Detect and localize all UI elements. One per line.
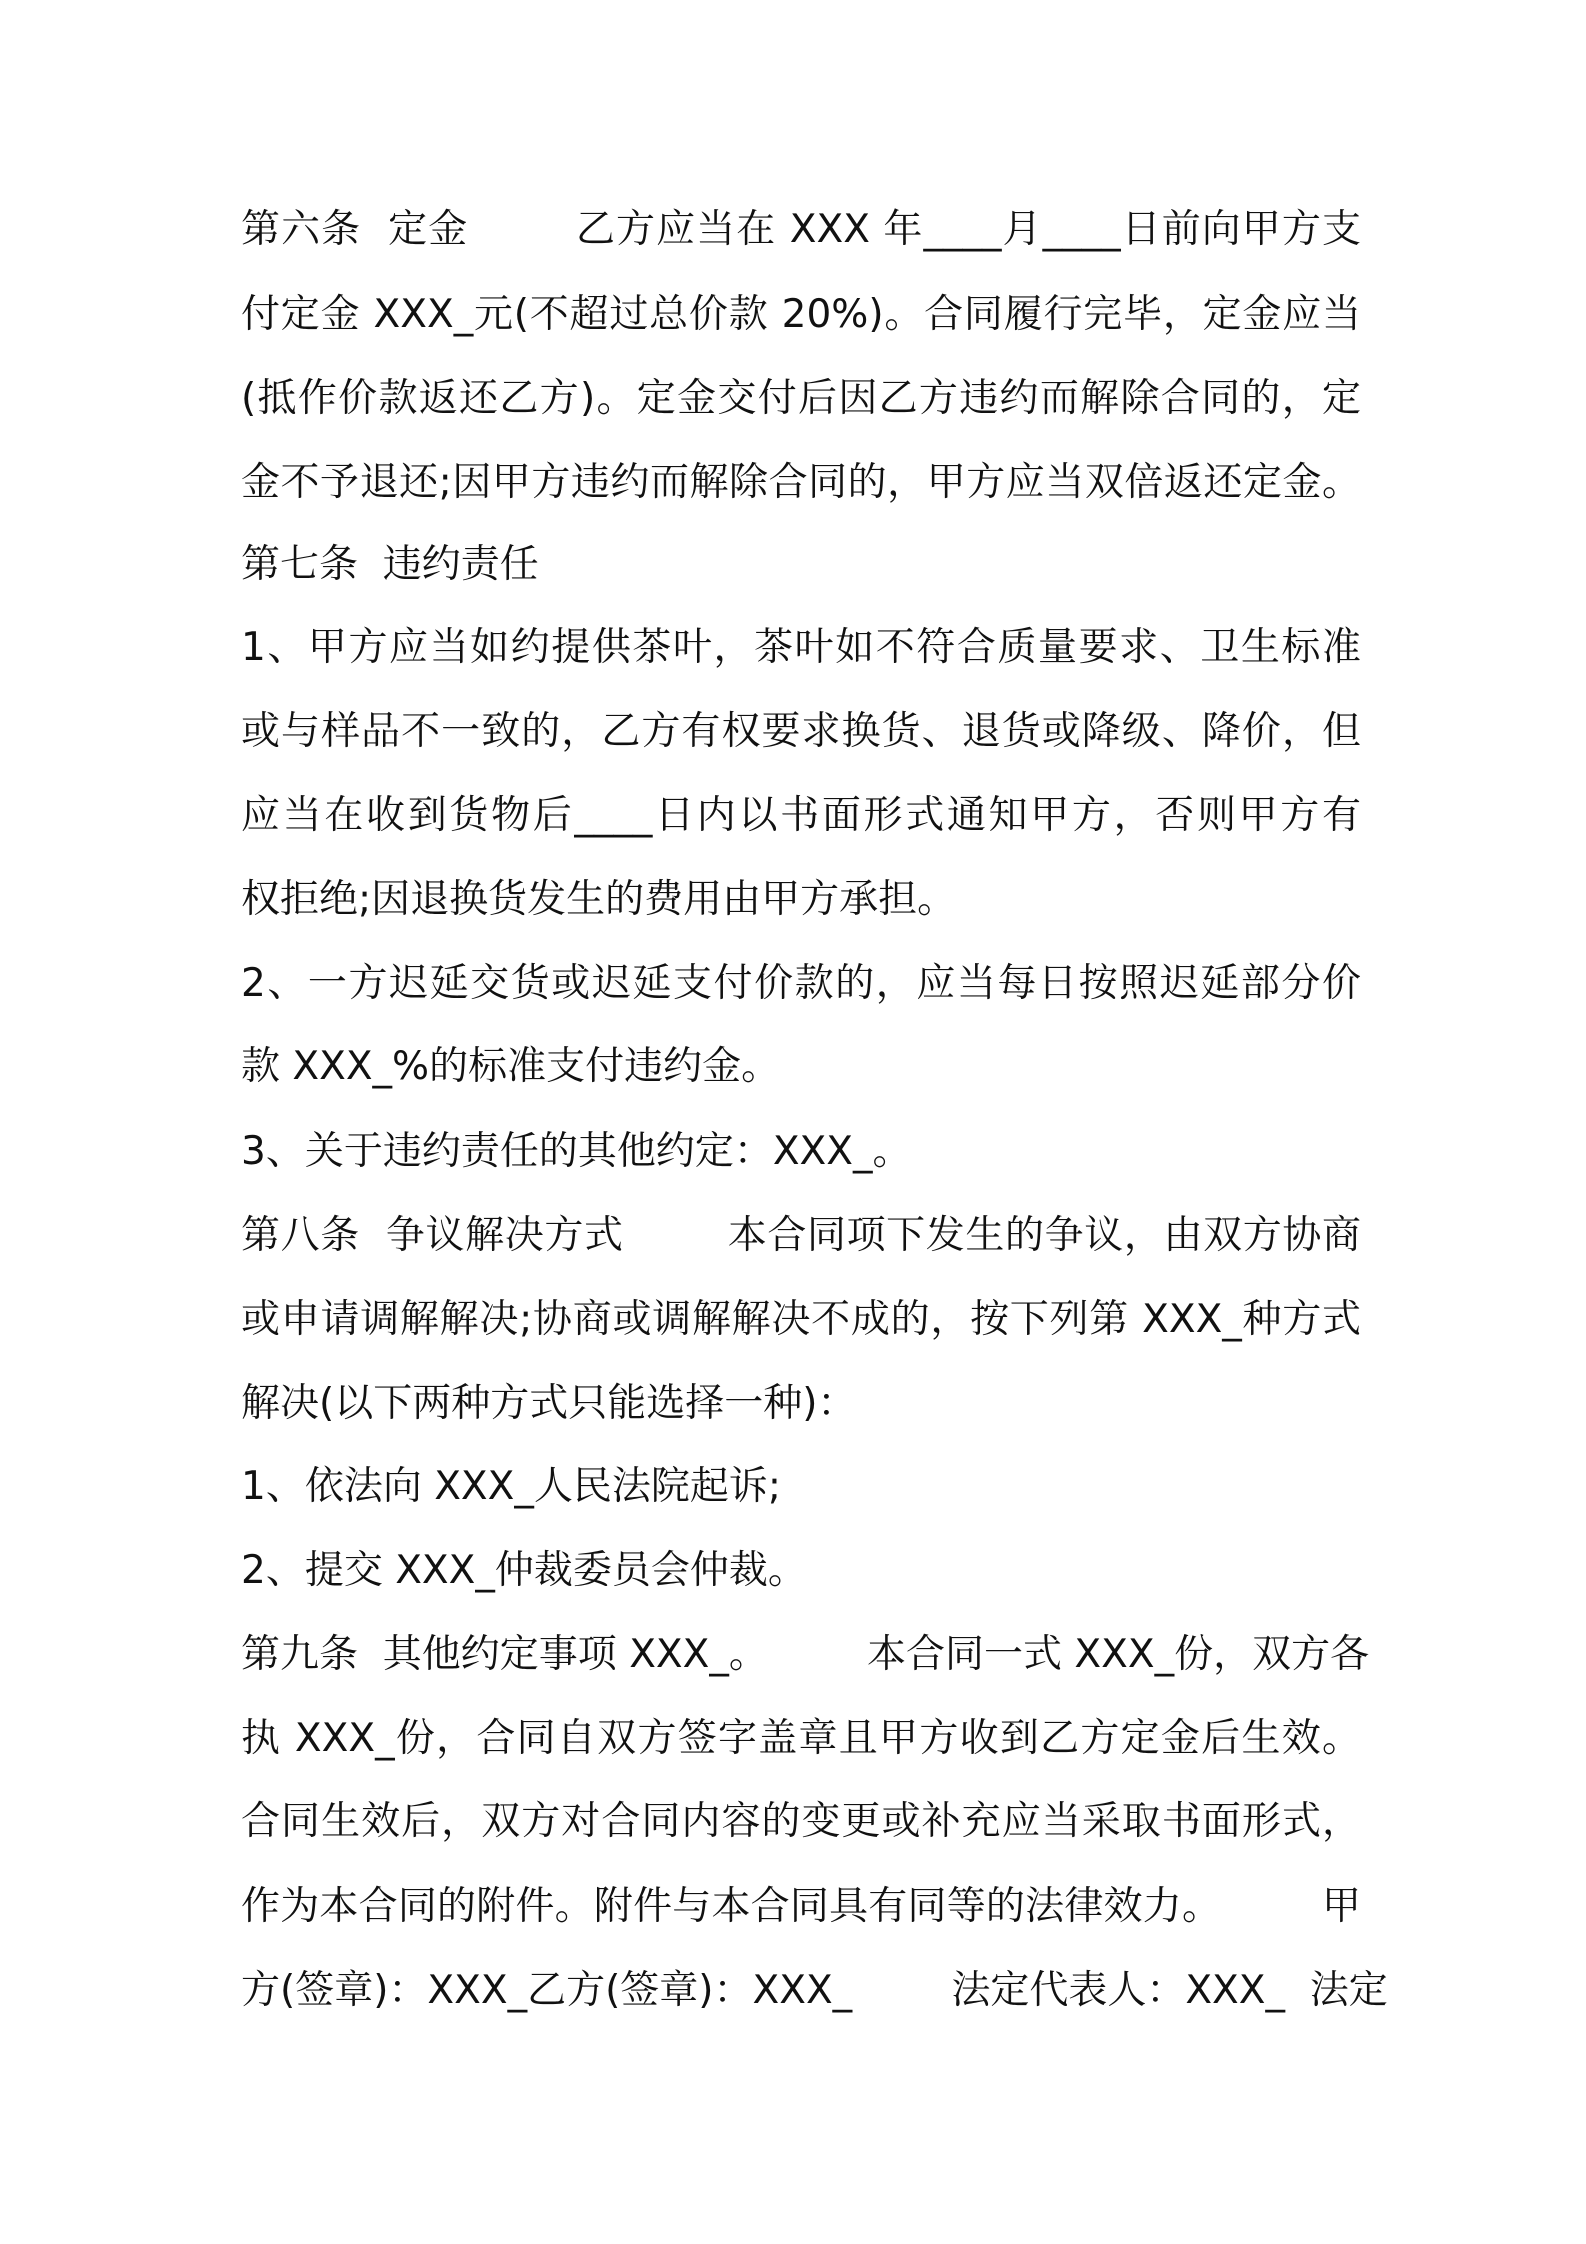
text-line: 或申请调解解决;协商或调解解决不成的，按下列第 XXX_种方式 (241, 1297, 1361, 1342)
text-line: 作为本合同的附件。附件与本合同具有同等的法律效力。 甲 (241, 1884, 1361, 1929)
text-line: 付定金 XXX_元(不超过总价款 20%)。合同履行完毕，定金应当 (241, 292, 1361, 337)
text-line: 权拒绝;因退换货发生的费用由甲方承担。 (241, 877, 957, 922)
text-line: 2、一方迟延交货或迟延支付价款的，应当每日按照迟延部分价 (241, 961, 1361, 1006)
text-line: 解决(以下两种方式只能选择一种)： (241, 1381, 857, 1426)
text-line: (抵作价款返还乙方)。定金交付后因乙方违约而解除合同的，定 (241, 376, 1361, 421)
text-line: 1、甲方应当如约提供茶叶，茶叶如不符合质量要求、卫生标准 (241, 625, 1361, 670)
text-line: 2、提交 XXX_仲裁委员会仲裁。 (241, 1548, 807, 1593)
text-line: 金不予退还;因甲方违约而解除合同的，甲方应当双倍返还定金。 (241, 460, 1361, 505)
text-line: 第八条 争议解决方式 本合同项下发生的争议，由双方协商 (241, 1213, 1361, 1258)
text-line: 方(签章)：XXX_乙方(签章)：XXX_ 法定代表人：XXX_ 法定 (241, 1968, 1388, 2013)
text-line: 第九条 其他约定事项 XXX_。 本合同一式 XXX_份，双方各 (241, 1632, 1370, 1677)
text-line: 合同生效后，双方对合同内容的变更或补充应当采取书面形式， (241, 1799, 1361, 1844)
text-line: 第六条 定金 乙方应当在 XXX 年____月____日前向甲方支 (241, 207, 1361, 252)
text-line: 款 XXX_%的标准支付违约金。 (241, 1044, 781, 1089)
text-line: 3、关于违约责任的其他约定：XXX_。 (241, 1129, 912, 1174)
text-line: 应当在收到货物后____日内以书面形式通知甲方，否则甲方有 (241, 793, 1361, 838)
text-line: 或与样品不一致的，乙方有权要求换货、退货或降级、降价，但 (241, 709, 1361, 754)
section-heading: 第七条 违约责任 (241, 542, 539, 587)
text-line: 1、依法向 XXX_人民法院起诉; (241, 1464, 782, 1509)
text-line: 执 XXX_份，合同自双方签字盖章且甲方收到乙方定金后生效。 (241, 1716, 1361, 1761)
